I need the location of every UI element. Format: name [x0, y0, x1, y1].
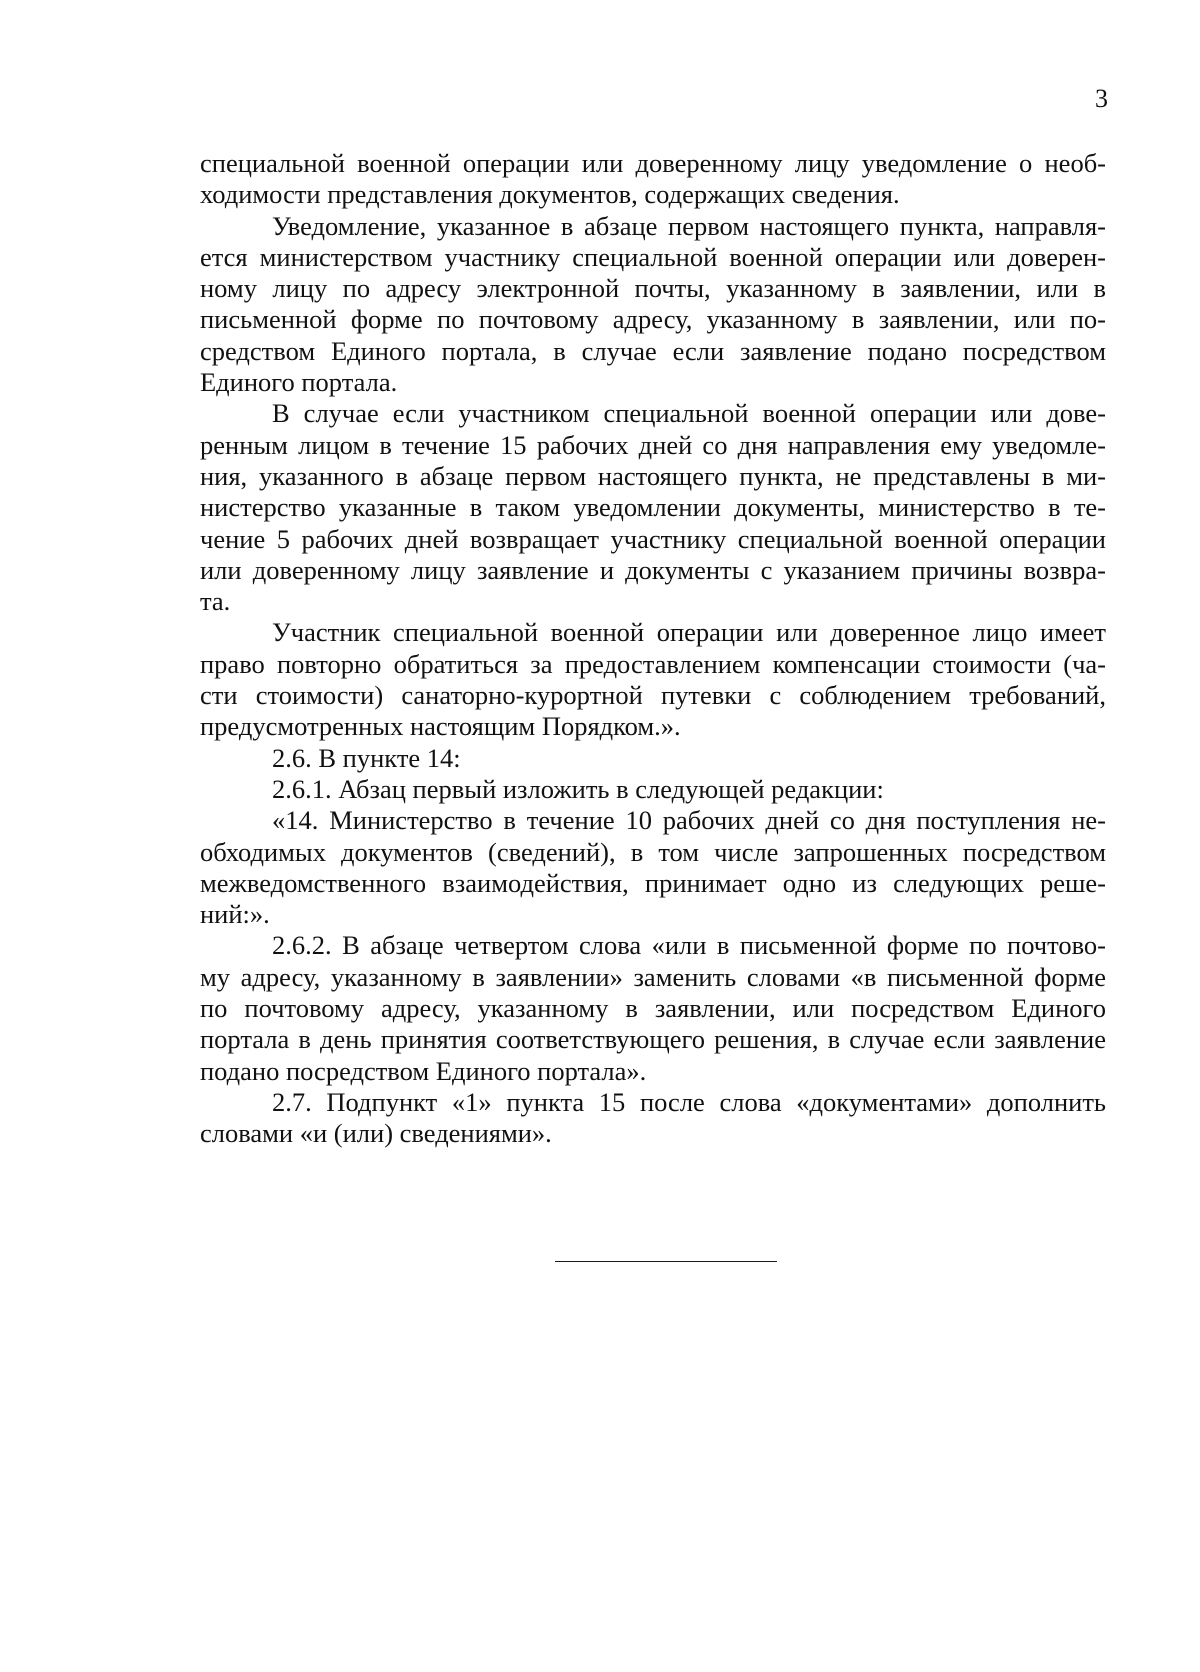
text-line: право повторно обратиться за предоставлением компенсации стоимости (ча- — [200, 648, 1106, 679]
text-line: В случае если участником специальной военной операции или дове- — [272, 398, 1106, 429]
text-line: подано посредством Единого портала». — [200, 1055, 647, 1086]
document-body — [200, 148, 1106, 1150]
text-line: специальной военной операции или доверенному лицу уведомление о необ- — [200, 148, 1106, 178]
text-line: Участник специальной военной операции или доверенное лицо имеет — [272, 617, 1106, 648]
text-line: 2.6. В пункте 14: — [272, 742, 461, 773]
closing-rule — [555, 1261, 777, 1262]
page-number: 3 — [1095, 84, 1108, 113]
text-line: письменной форме по почтовому адресу, указанному в заявлении, или по- — [200, 304, 1106, 335]
text-line: Уведомление, указанное в абзаце первом настоящего пункта, направля- — [272, 210, 1106, 241]
text-line: му адресу, указанному в заявлении» заменить словами «в письменной форме — [200, 961, 1106, 992]
text-line: предусмотренных настоящим Порядком.». — [200, 711, 681, 742]
text-line: межведомственного взаимодействия, принимает одно из следующих реше- — [200, 867, 1106, 898]
text-line: портала в день принятия соответствующего решения, в случае если заявление — [200, 1024, 1106, 1055]
text-line: словами «и (или) сведениями». — [200, 1118, 552, 1149]
text-line: или доверенному лицу заявление и документы с указанием причины возвра- — [200, 554, 1106, 585]
text-line: 2.6.2. В абзаце четвертом слова «или в письменной форме по почтово- — [272, 930, 1106, 961]
text-line: ходимости представления документов, содержащих сведения. — [200, 179, 900, 210]
text-line: чение 5 рабочих дней возвращает участнику специальной военной операции — [200, 523, 1106, 554]
text-line: ния, указанного в абзаце первом настоящего пункта, не представлены в ми- — [200, 460, 1106, 491]
text-line: 2.7. Подпункт «1» пункта 15 после слова «документами» дополнить — [272, 1086, 1106, 1117]
text-line: по почтовому адресу, указанному в заявлении, или посредством Единого — [200, 993, 1106, 1024]
text-line: 2.6.1. Абзац первый изложить в следующей редакции: — [272, 773, 884, 804]
text-line: нистерство указанные в таком уведомлении документы, министерство в те- — [200, 492, 1106, 523]
text-line: сти стоимости) санаторно-курортной путевки с соблюдением требований, — [200, 680, 1106, 711]
text-line: та. — [200, 586, 231, 617]
text-line: Единого портала. — [200, 367, 398, 398]
text-line: ренным лицом в течение 15 рабочих дней со дня направления ему уведомле- — [200, 429, 1106, 460]
text-line: ному лицу по адресу электронной почты, указанному в заявлении, или в — [200, 273, 1106, 304]
text-line: ний:». — [200, 899, 270, 930]
text-line: обходимых документов (сведений), в том числе запрошенных посредством — [200, 836, 1106, 867]
text-line: ется министерством участнику специальной военной операции или доверен- — [200, 241, 1106, 272]
text-line: средством Единого портала, в случае если заявление подано посредством — [200, 335, 1106, 366]
text-line: «14. Министерство в течение 10 рабочих дней со дня поступления не- — [272, 805, 1106, 836]
